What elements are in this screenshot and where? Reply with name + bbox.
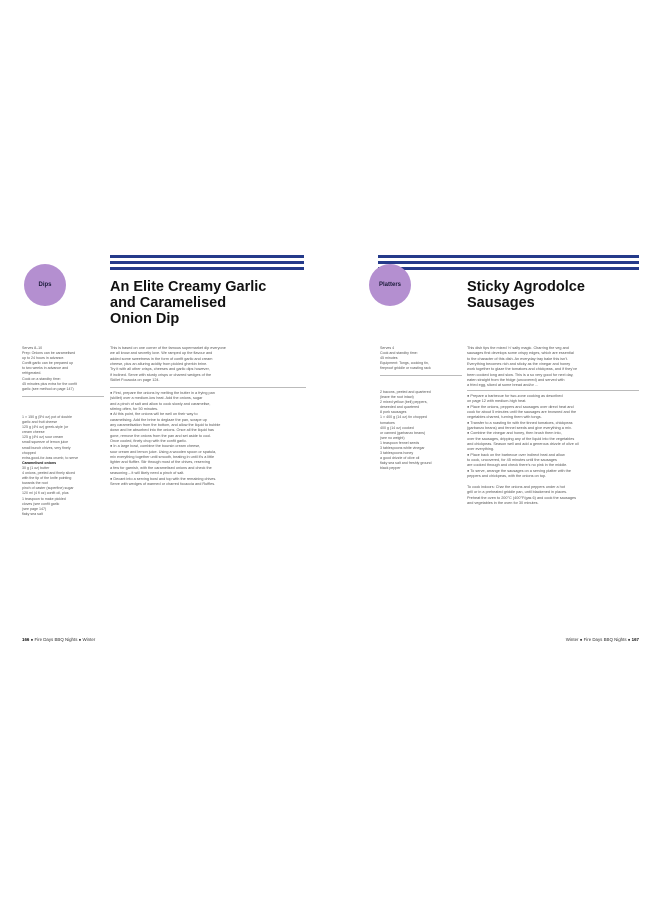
intro-line: added some sweetness in the form of confit garlic and cream — [110, 356, 213, 361]
intro-line: to the character of this dish. An everyday tray bake this isn't. — [467, 356, 568, 361]
left-recipe-info — [22, 346, 100, 392]
method-line: cook for about 5 minutes until the sausages are browned and the — [467, 410, 577, 415]
ingredient: 1 teaspoon fennel seeds — [380, 440, 420, 445]
intro-line: work together to glaze the tomatoes and chickpeas, and if they've — [467, 367, 578, 372]
method-line: Once cooled, finely chop with the confit garlic. — [110, 439, 188, 444]
ingredient: towards the root — [22, 481, 48, 486]
left-title-line-2: and Caramelised — [110, 295, 227, 311]
right-info-divider — [380, 375, 462, 376]
intro-line: cheese, plus an alluring acidity from pickled gherkin brine. — [110, 362, 208, 367]
intro-line: we all know and secretly love. We ramped up the flavour and — [110, 351, 213, 356]
ingredient: (see no weight) — [380, 435, 405, 440]
method-line: ● Place back on the barbecue over indirect heat and allow — [467, 452, 565, 457]
method-line: stirring often, for 50 minutes. — [110, 407, 159, 412]
info-line: Cook and standby time: — [380, 351, 418, 356]
intro-line: if inclined. Serve with sturdy crisps or charred wedges of the — [110, 372, 212, 377]
ingredient: with the tip of the knife pointing — [22, 476, 72, 481]
right-method — [467, 394, 639, 506]
info-line: 45 minutes plus extra for the confit — [22, 381, 77, 386]
method-line: ● In a large bowl, combine the boursin cream cheese, — [110, 444, 201, 449]
method-line: sour cream and lemon juice. Using a wooden spoon or spatula, — [110, 449, 217, 454]
info-line: fireproof griddle or roasting rack — [380, 366, 431, 371]
info-line: 45 minutes — [380, 356, 398, 361]
ingredient: cloves (see confit garlic — [22, 501, 60, 506]
info-line: Prep: Onions can be caramelised — [22, 351, 76, 356]
intro-line: This is based on one corner of the famous supermarket dip everyone — [110, 346, 226, 350]
right-title-line-2: Sausages — [467, 295, 535, 311]
ingredient: small squeeze of lemon juice — [22, 440, 69, 445]
right-category-badge — [369, 264, 411, 306]
info-line: refrigerated. — [22, 371, 42, 376]
ingredient: cream cheese — [22, 430, 45, 435]
ingredient: 125 g (4½ oz) greek-style (or — [22, 425, 69, 430]
right-recipe-title — [467, 279, 585, 311]
method-line: on page 12 with medium-high heat. — [467, 399, 527, 404]
method-line: (skillet) over a medium-low heat. Add the onions, sugar — [110, 396, 203, 401]
method-line: to cook, uncovered, for 45 minutes until the sausages — [467, 458, 557, 463]
ingredient: small bunch chives, very finely — [22, 445, 71, 450]
info-line: garlic (see method on page 147) — [22, 386, 74, 391]
left-intro-divider — [110, 387, 306, 388]
intro-line: Try it with all other crisps, cheeses and garlic dips however, — [110, 367, 210, 372]
intro-line: Everything becomes rich and sticky as the vinegar and honey — [467, 362, 571, 367]
ingredient: 125 g (4½ oz) sour cream — [22, 435, 64, 440]
indoor-line: Preheat the oven to 200°C (400°F/gas 6) and cook the sausages — [467, 495, 576, 500]
ingredient: pinch of caster (superfine) sugar — [22, 486, 74, 491]
ingredient: 2 mixed yellow (bell) peppers, — [380, 400, 428, 405]
left-footer-season: Winter — [82, 637, 96, 642]
left-page-number: 166 — [22, 637, 30, 642]
ingredient: (see page 147) — [22, 506, 47, 511]
left-title-line-3: Onion Dip — [110, 311, 180, 327]
method-line: a few for garnish, with the caramelised onions and check the — [110, 465, 212, 470]
intro-line: eaten straight from the fridge (uncovered) and served with — [467, 378, 565, 383]
bullet-icon: ● — [627, 637, 631, 642]
right-page-number: 167 — [631, 637, 639, 642]
info-line: Confit garlic can be prepared up — [22, 361, 74, 366]
method-line: over everything. — [467, 447, 495, 452]
method-line: ● At this point, the onions will be well on their way to — [110, 412, 198, 417]
method-line: ● Transfer to a roasting tin with the tinned tomatoes, chickpeas — [467, 420, 573, 425]
method-line: and a pinch of salt and allow to cook slowly and caramelise, — [110, 401, 211, 406]
ingredient: a good drizzle of olive oil — [380, 456, 420, 461]
method-line: mix everything together until smooth, beating in until it's a little — [110, 455, 215, 460]
info-line: Equipment: Tongs, cooking tin, — [380, 361, 429, 366]
ingredient: garlic and fruit cheese — [22, 420, 58, 425]
intro-line: been cooked long and slow. This is a so very good for next day, — [467, 372, 574, 377]
left-method — [110, 391, 306, 487]
ingredient: 4 onions, peeled and finely sliced — [22, 471, 75, 476]
right-footer-book: Fire Days BBQ Nights — [583, 637, 627, 642]
bullet-icon: ● — [579, 637, 583, 642]
indoor-line: grill or in a preheated griddle pan, until blackened in places. — [467, 490, 568, 495]
method-line: ● First, prepare the onions by melting the butter in a frying pan — [110, 391, 215, 395]
method-line: ● Prepare a barbecue for two-zone cooking as described — [467, 394, 563, 398]
info-line: Serves 8–10 — [22, 346, 43, 350]
method-line: caramelising. Add the brine to deglaze the pan, scrape up — [110, 417, 207, 422]
ingredient: deseeded and quartered — [380, 405, 420, 410]
bullet-icon: ● — [30, 637, 34, 642]
right-footer-season: Winter — [565, 637, 579, 642]
method-line: gone, remove the onions from the pan and set aside to cool. — [110, 433, 212, 438]
method-line: over the sausages, dripping any of the liquid into the vegetables — [467, 436, 575, 441]
method-line: ● Decant into a serving bowl and top with the remaining chives. — [110, 476, 217, 481]
ingredient: flaky sea salt and freshly ground — [380, 461, 432, 466]
method-line: lighter and fluffier. Stir through most of the chives, reserving — [110, 460, 210, 465]
bullet-icon: ● — [78, 637, 82, 642]
left-category-badge — [24, 264, 66, 306]
method-line: seasoning – it will likely need a pinch of salt. — [110, 471, 185, 476]
ingredient: 3 tablespoons honey — [380, 451, 414, 456]
right-badge-label: Platters — [378, 282, 401, 288]
indoor-line: and vegetables in the oven for 30 minutes. — [467, 500, 539, 505]
ingredient: 400 g (14 oz) cooked — [380, 425, 414, 430]
ingredients-subheading: Caramelised onions — [22, 460, 57, 465]
intro-line: sausages first develops some crispy edges, which are essential — [467, 351, 574, 356]
left-ingredients — [22, 415, 102, 517]
intro-line: a fried egg, sliced at some bread and/or ... — [467, 383, 539, 388]
left-title-line-1: An Elite Creamy Garlic — [110, 279, 267, 295]
right-ingredients — [380, 390, 462, 472]
left-intro — [110, 346, 306, 383]
info-line: Serves 4 — [380, 346, 395, 350]
right-title-line-1: Sticky Agrodolce — [467, 279, 585, 295]
ingredient: 2 bacons, peeled and quartered — [380, 390, 431, 394]
left-recipe-title — [110, 279, 266, 327]
ingredient: 120 ml (4 fl oz) confit oil, plus — [22, 491, 69, 496]
left-header-stripes — [110, 255, 304, 270]
method-line: any caramelisation from the bottom, and allow the liquid to bubble — [110, 423, 221, 428]
intro-line: Skillet Focaccia on page 124. — [110, 378, 160, 383]
method-line: peppers and chickpeas, with the onions on top. — [467, 474, 547, 479]
method-line: Serve with wedges of warmed or charred focaccia and Ruffles. — [110, 481, 216, 486]
right-intro-divider — [467, 390, 639, 391]
method-line: (garbanzo beans) and fennel seeds and give everything a mix. — [467, 426, 572, 431]
ingredient: flaky sea salt — [22, 511, 43, 516]
info-line: up to 24 hours in advance. — [22, 356, 65, 361]
ingredient: (leave the root intact) — [380, 395, 414, 400]
right-intro — [467, 346, 639, 389]
ingredient: or canned (garbanzo beans) — [380, 430, 426, 435]
indoor-line: To cook indoors: Char the onions and peppers under a hot — [467, 484, 565, 489]
ingredient: 1 × 400 g (14 oz) tin chopped — [380, 415, 427, 420]
method-line: ● Place the onions, peppers and sausages over direct heat and — [467, 404, 574, 409]
ingredient: tomatoes — [380, 420, 395, 425]
ingredient: 3 tablespoons white vinegar — [380, 446, 425, 451]
ingredient: extra-good-for-toss crumb, to serve — [22, 455, 79, 460]
right-recipe-info — [380, 346, 460, 371]
intro-line: This dish tips the mixed 'n' salty magic. Charring the veg and — [467, 346, 569, 350]
method-line: ● Combine the vinegar and honey, then brush them into, — [467, 431, 562, 436]
info-line: to two weeks in advance and — [22, 366, 69, 371]
left-footer — [22, 637, 95, 642]
method-line: down and be absorbed into the onions. Once all the liquid has — [110, 428, 214, 433]
method-line: and chickpeas. Season well and add a generous drizzle of olive oil — [467, 442, 579, 447]
ingredient: chopped — [22, 450, 36, 455]
left-footer-book: Fire Days BBQ Nights — [34, 637, 78, 642]
ingredient: 1 × 150 g (5½ oz) pot of double — [22, 415, 73, 419]
info-line: Cook on a standby time: — [22, 376, 61, 381]
method-line: vegetables charred, turning them with tongs. — [467, 415, 542, 420]
left-info-divider — [22, 396, 104, 397]
method-line: ● To serve, arrange the sausages on a serving platter with the — [467, 468, 571, 473]
method-line: are cooked through and check there's no pink in the middle. — [467, 463, 568, 468]
right-header-stripes — [378, 255, 639, 270]
right-footer — [566, 637, 639, 642]
ingredient: 8 pork sausages — [380, 410, 407, 415]
left-badge-label: Dips — [38, 282, 52, 288]
ingredient: 1 teaspoon to make pickled — [22, 496, 66, 501]
ingredient: 30 g (1 oz) butter — [22, 465, 50, 470]
ingredient: black pepper — [380, 466, 401, 471]
